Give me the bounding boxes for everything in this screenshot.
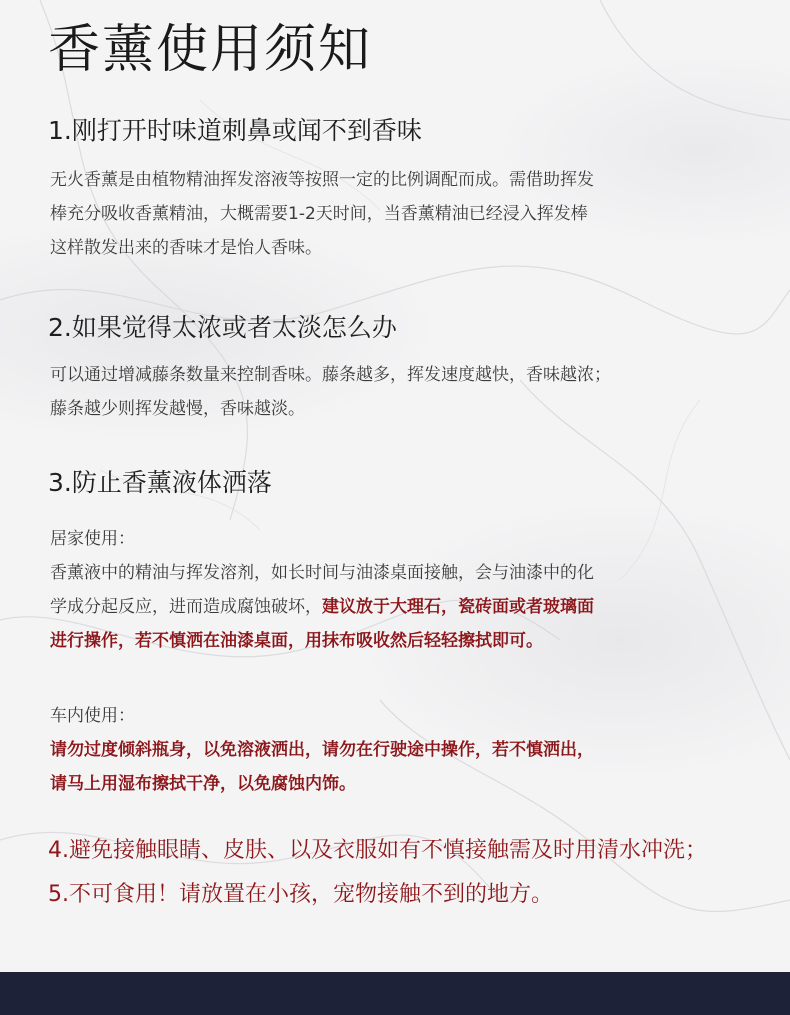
section-1-heading: 1.刚打开时味道刺鼻或闻不到香味 <box>48 116 422 145</box>
home-use-warning: 进行操作，若不慎洒在油漆桌面，用抹布吸收然后轻轻擦拭即可。 <box>50 631 543 651</box>
section-1-line: 这样散发出来的香味才是怡人香味。 <box>50 238 322 258</box>
section-3-heading: 3.防止香薰液体洒落 <box>48 468 272 497</box>
section-2-line: 藤条越少则挥发越慢，香味越淡。 <box>50 399 305 419</box>
car-use-warning: 请勿过度倾斜瓶身，以免溶液洒出，请勿在行驶途中操作，若不慎洒出， <box>50 740 594 760</box>
notice-5: 5.不可食用！请放置在小孩，宠物接触不到的地方。 <box>48 882 553 907</box>
section-1-body <box>50 163 594 265</box>
section-2-body <box>50 358 611 426</box>
section-3-home <box>50 522 594 658</box>
section-2-heading: 2.如果觉得太浓或者太淡怎么办 <box>48 313 397 342</box>
home-use-text: 学成分起反应，进而造成腐蚀破坏， <box>50 597 322 617</box>
section-1-line: 棒充分吸收香薰精油，大概需要1-2天时间，当香薰精油已经浸入挥发棒 <box>50 204 588 224</box>
page-title: 香薰使用须知 <box>48 20 373 80</box>
section-3-car <box>50 699 594 801</box>
car-use-warning: 请马上用湿布擦拭干净，以免腐蚀内饰。 <box>50 774 356 794</box>
home-use-warning: 建议放于大理石，瓷砖面或者玻璃面 <box>322 597 594 617</box>
home-use-label: 居家使用： <box>50 529 135 549</box>
section-1-line: 无火香薰是由植物精油挥发溶液等按照一定的比例调配而成。需借助挥发 <box>50 170 594 190</box>
section-2-line: 可以通过增减藤条数量来控制香味。藤条越多，挥发速度越快，香味越浓； <box>50 365 611 385</box>
home-use-line: 香薰液中的精油与挥发溶剂，如长时间与油漆桌面接触，会与油漆中的化 <box>50 563 594 583</box>
footer-bar <box>0 972 790 1015</box>
home-use-line <box>50 590 594 624</box>
car-use-label: 车内使用： <box>50 706 135 726</box>
notice-4: 4.避免接触眼睛、皮肤、以及衣服如有不慎接触需及时用清水冲洗； <box>48 838 707 863</box>
